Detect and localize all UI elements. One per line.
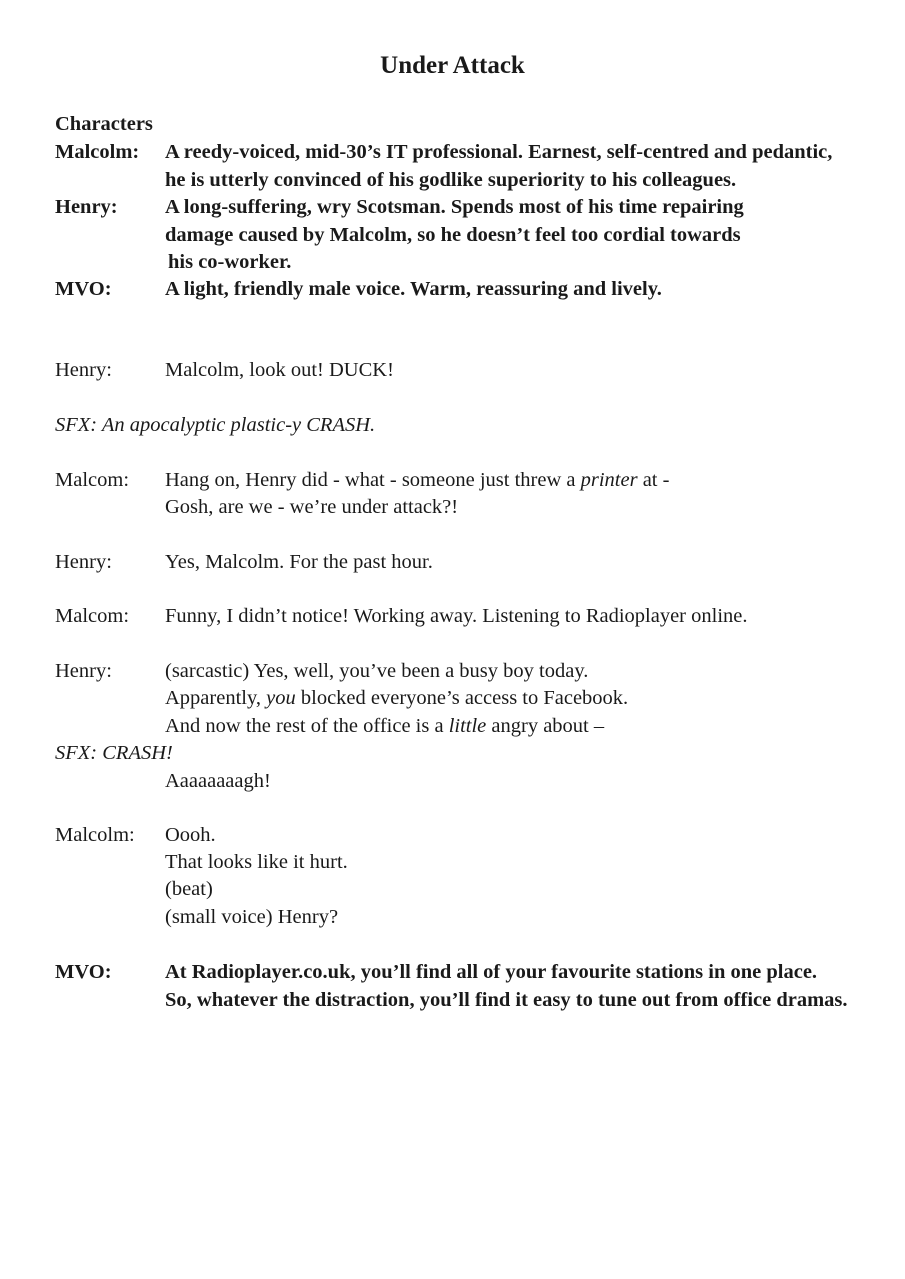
page-title: Under Attack (380, 52, 525, 79)
dialogue-line: Aaaaaaaagh! (165, 770, 271, 792)
speaker-label: Henry: (55, 660, 112, 682)
character-name-malcolm: Malcolm: (55, 141, 140, 163)
dialogue-line: (small voice) Henry? (165, 906, 339, 928)
character-name-mvo: MVO: (55, 278, 112, 300)
dialogue-line: Yes, Malcolm. For the past hour. (165, 551, 433, 573)
sfx-direction: SFX: An apocalyptic plastic-y CRASH. (55, 414, 376, 436)
dialogue-line: (beat) (165, 878, 213, 900)
dialogue-line: And now the rest of the office is a little angry about – (165, 715, 605, 737)
speaker-label: Henry: (55, 359, 112, 381)
speaker-label: Malcom: (55, 605, 130, 627)
character-name-henry: Henry: (55, 196, 118, 218)
dialogue-line: At Radioplayer.co.uk, you’ll find all of your favourite stations in one place. (165, 961, 818, 983)
dialogue-line: Oooh. (165, 824, 216, 846)
dialogue-line: So, whatever the distraction, you’ll find it easy to tune out from office dramas. (165, 989, 848, 1011)
character-desc-line: his co-worker. (168, 251, 292, 273)
speaker-label: Malcom: (55, 469, 130, 491)
character-desc-line: A long-suffering, wry Scotsman. Spends most of his time repairing (165, 196, 744, 218)
character-desc-line: A light, friendly male voice. Warm, reassuring and lively. (165, 278, 662, 300)
dialogue-line: That looks like it hurt. (165, 851, 348, 873)
dialogue-line: (sarcastic) Yes, well, you’ve been a busy boy today. (165, 660, 589, 682)
characters-heading: Characters (55, 113, 153, 135)
speaker-label: Malcolm: (55, 824, 135, 846)
dialogue-line: Funny, I didn’t notice! Working away. Listening to Radioplayer online. (165, 605, 748, 627)
character-desc-line: he is utterly convinced of his godlike superiority to his colleagues. (165, 169, 737, 191)
character-desc-line: A reedy-voiced, mid-30’s IT professional. Earnest, self-centred and pedantic, (165, 141, 833, 163)
dialogue-line: Hang on, Henry did - what - someone just threw a printer at - (165, 469, 670, 491)
dialogue-line: Gosh, are we - we’re under attack?! (165, 496, 459, 518)
speaker-label: MVO: (55, 961, 112, 983)
sfx-direction: SFX: CRASH! (55, 742, 173, 764)
dialogue-line: Malcolm, look out! DUCK! (165, 359, 394, 381)
speaker-label: Henry: (55, 551, 112, 573)
character-desc-line: damage caused by Malcolm, so he doesn’t feel too cordial towards (165, 224, 741, 246)
dialogue-line: Apparently, you blocked everyone’s access to Facebook. (165, 687, 629, 709)
